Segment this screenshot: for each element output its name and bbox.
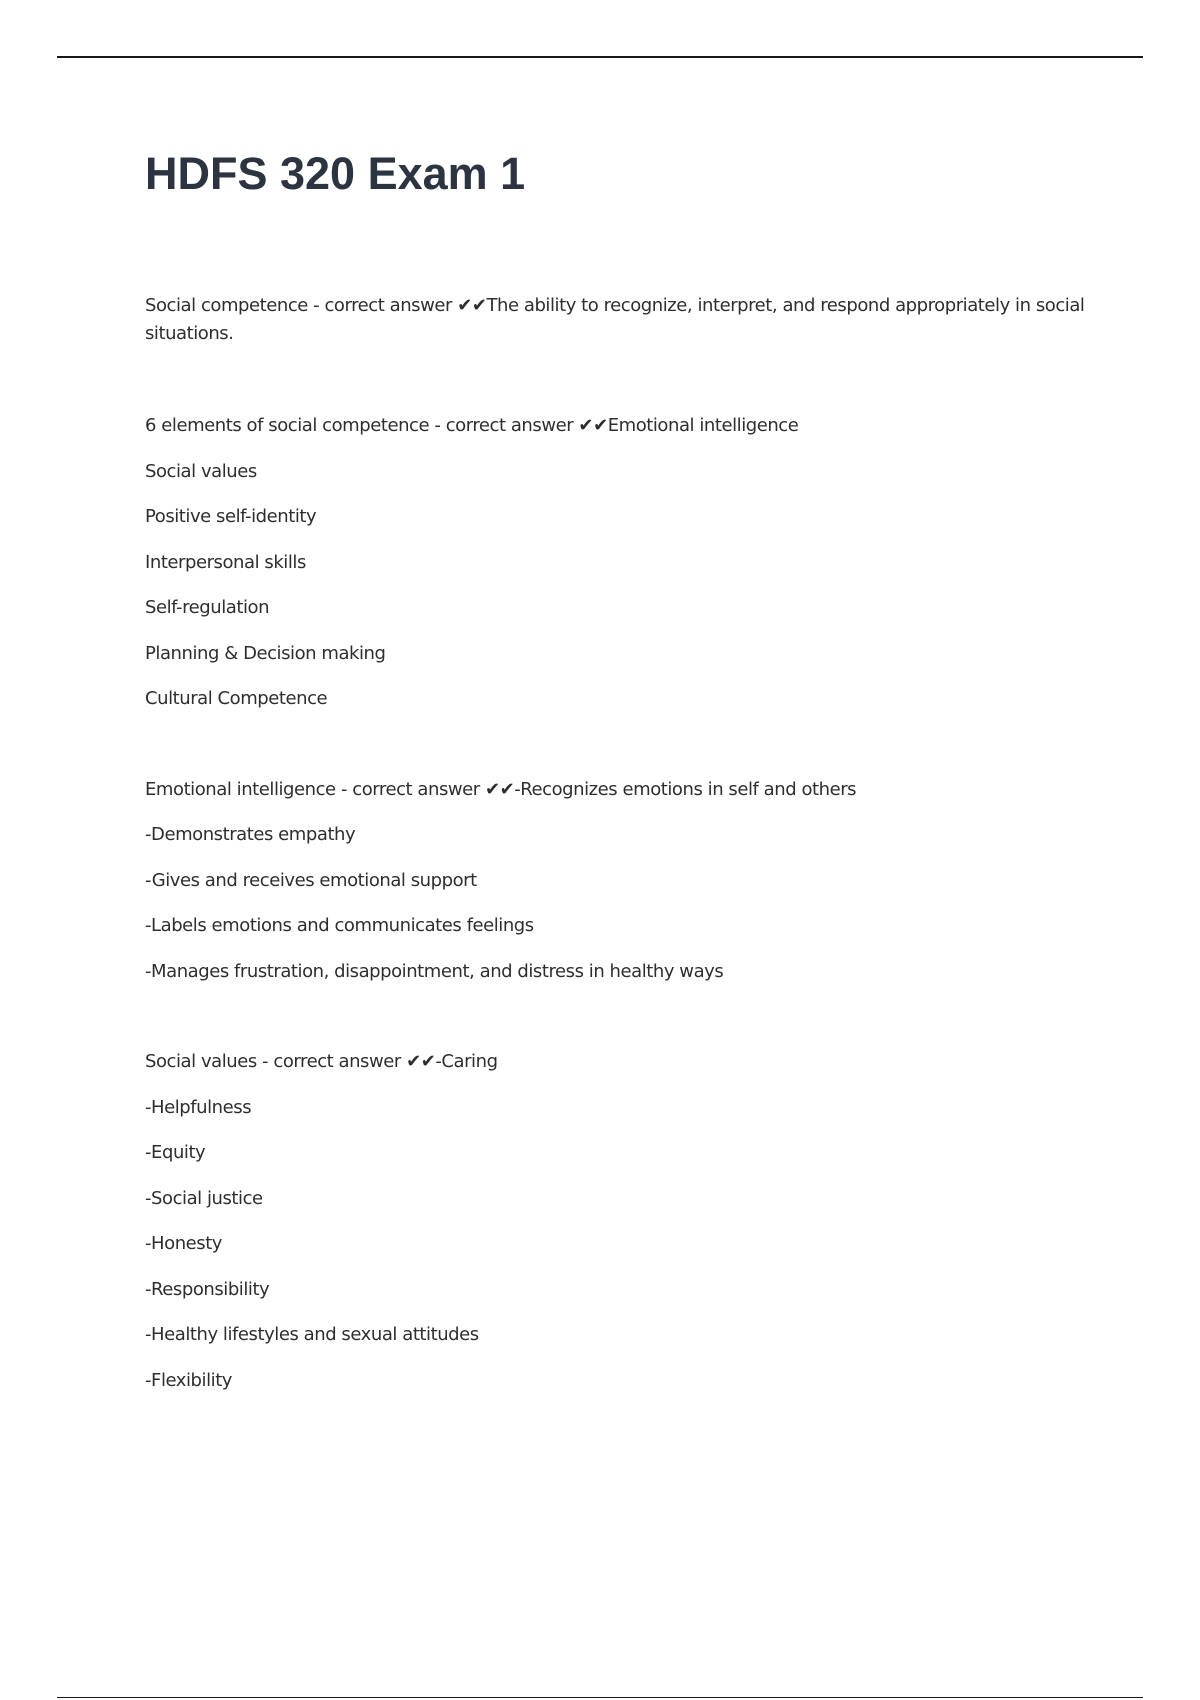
definition-social-competence: Social competence - correct answer ✔✔The ability to recognize, interpret, and respond appropriately in social situations.	[145, 295, 1085, 344]
page-title: HDFS 320 Exam 1	[145, 148, 526, 199]
definition-emotional-intelligence: Emotional intelligence - correct answer ✔✔-Recognizes emotions in self and others	[145, 779, 857, 800]
definition-six-elements: 6 elements of social competence - correct answer ✔✔Emotional intelligence	[145, 415, 799, 436]
list-item: Positive self-identity	[145, 506, 317, 527]
list-item: Cultural Competence	[145, 688, 328, 709]
list-item: -Manages frustration, disappointment, and distress in healthy ways	[145, 961, 724, 982]
list-item: -Flexibility	[145, 1370, 232, 1391]
definition-social-values: Social values - correct answer ✔✔-Caring	[145, 1051, 498, 1072]
list-item: -Gives and receives emotional support	[145, 870, 477, 891]
list-item: -Social justice	[145, 1188, 263, 1209]
top-rule	[57, 56, 1143, 58]
list-item: -Responsibility	[145, 1279, 270, 1300]
list-item: -Healthy lifestyles and sexual attitudes	[145, 1324, 479, 1345]
bottom-rule	[57, 1697, 1143, 1698]
list-item: Planning & Decision making	[145, 643, 386, 664]
list-item: -Labels emotions and communicates feelings	[145, 915, 534, 936]
list-item: Social values	[145, 461, 257, 482]
list-item: Self-regulation	[145, 597, 270, 618]
list-item: -Demonstrates empathy	[145, 824, 356, 845]
list-item: Interpersonal skills	[145, 552, 306, 573]
list-item: -Equity	[145, 1142, 206, 1163]
list-item: -Honesty	[145, 1233, 223, 1254]
list-item: -Helpfulness	[145, 1097, 252, 1118]
